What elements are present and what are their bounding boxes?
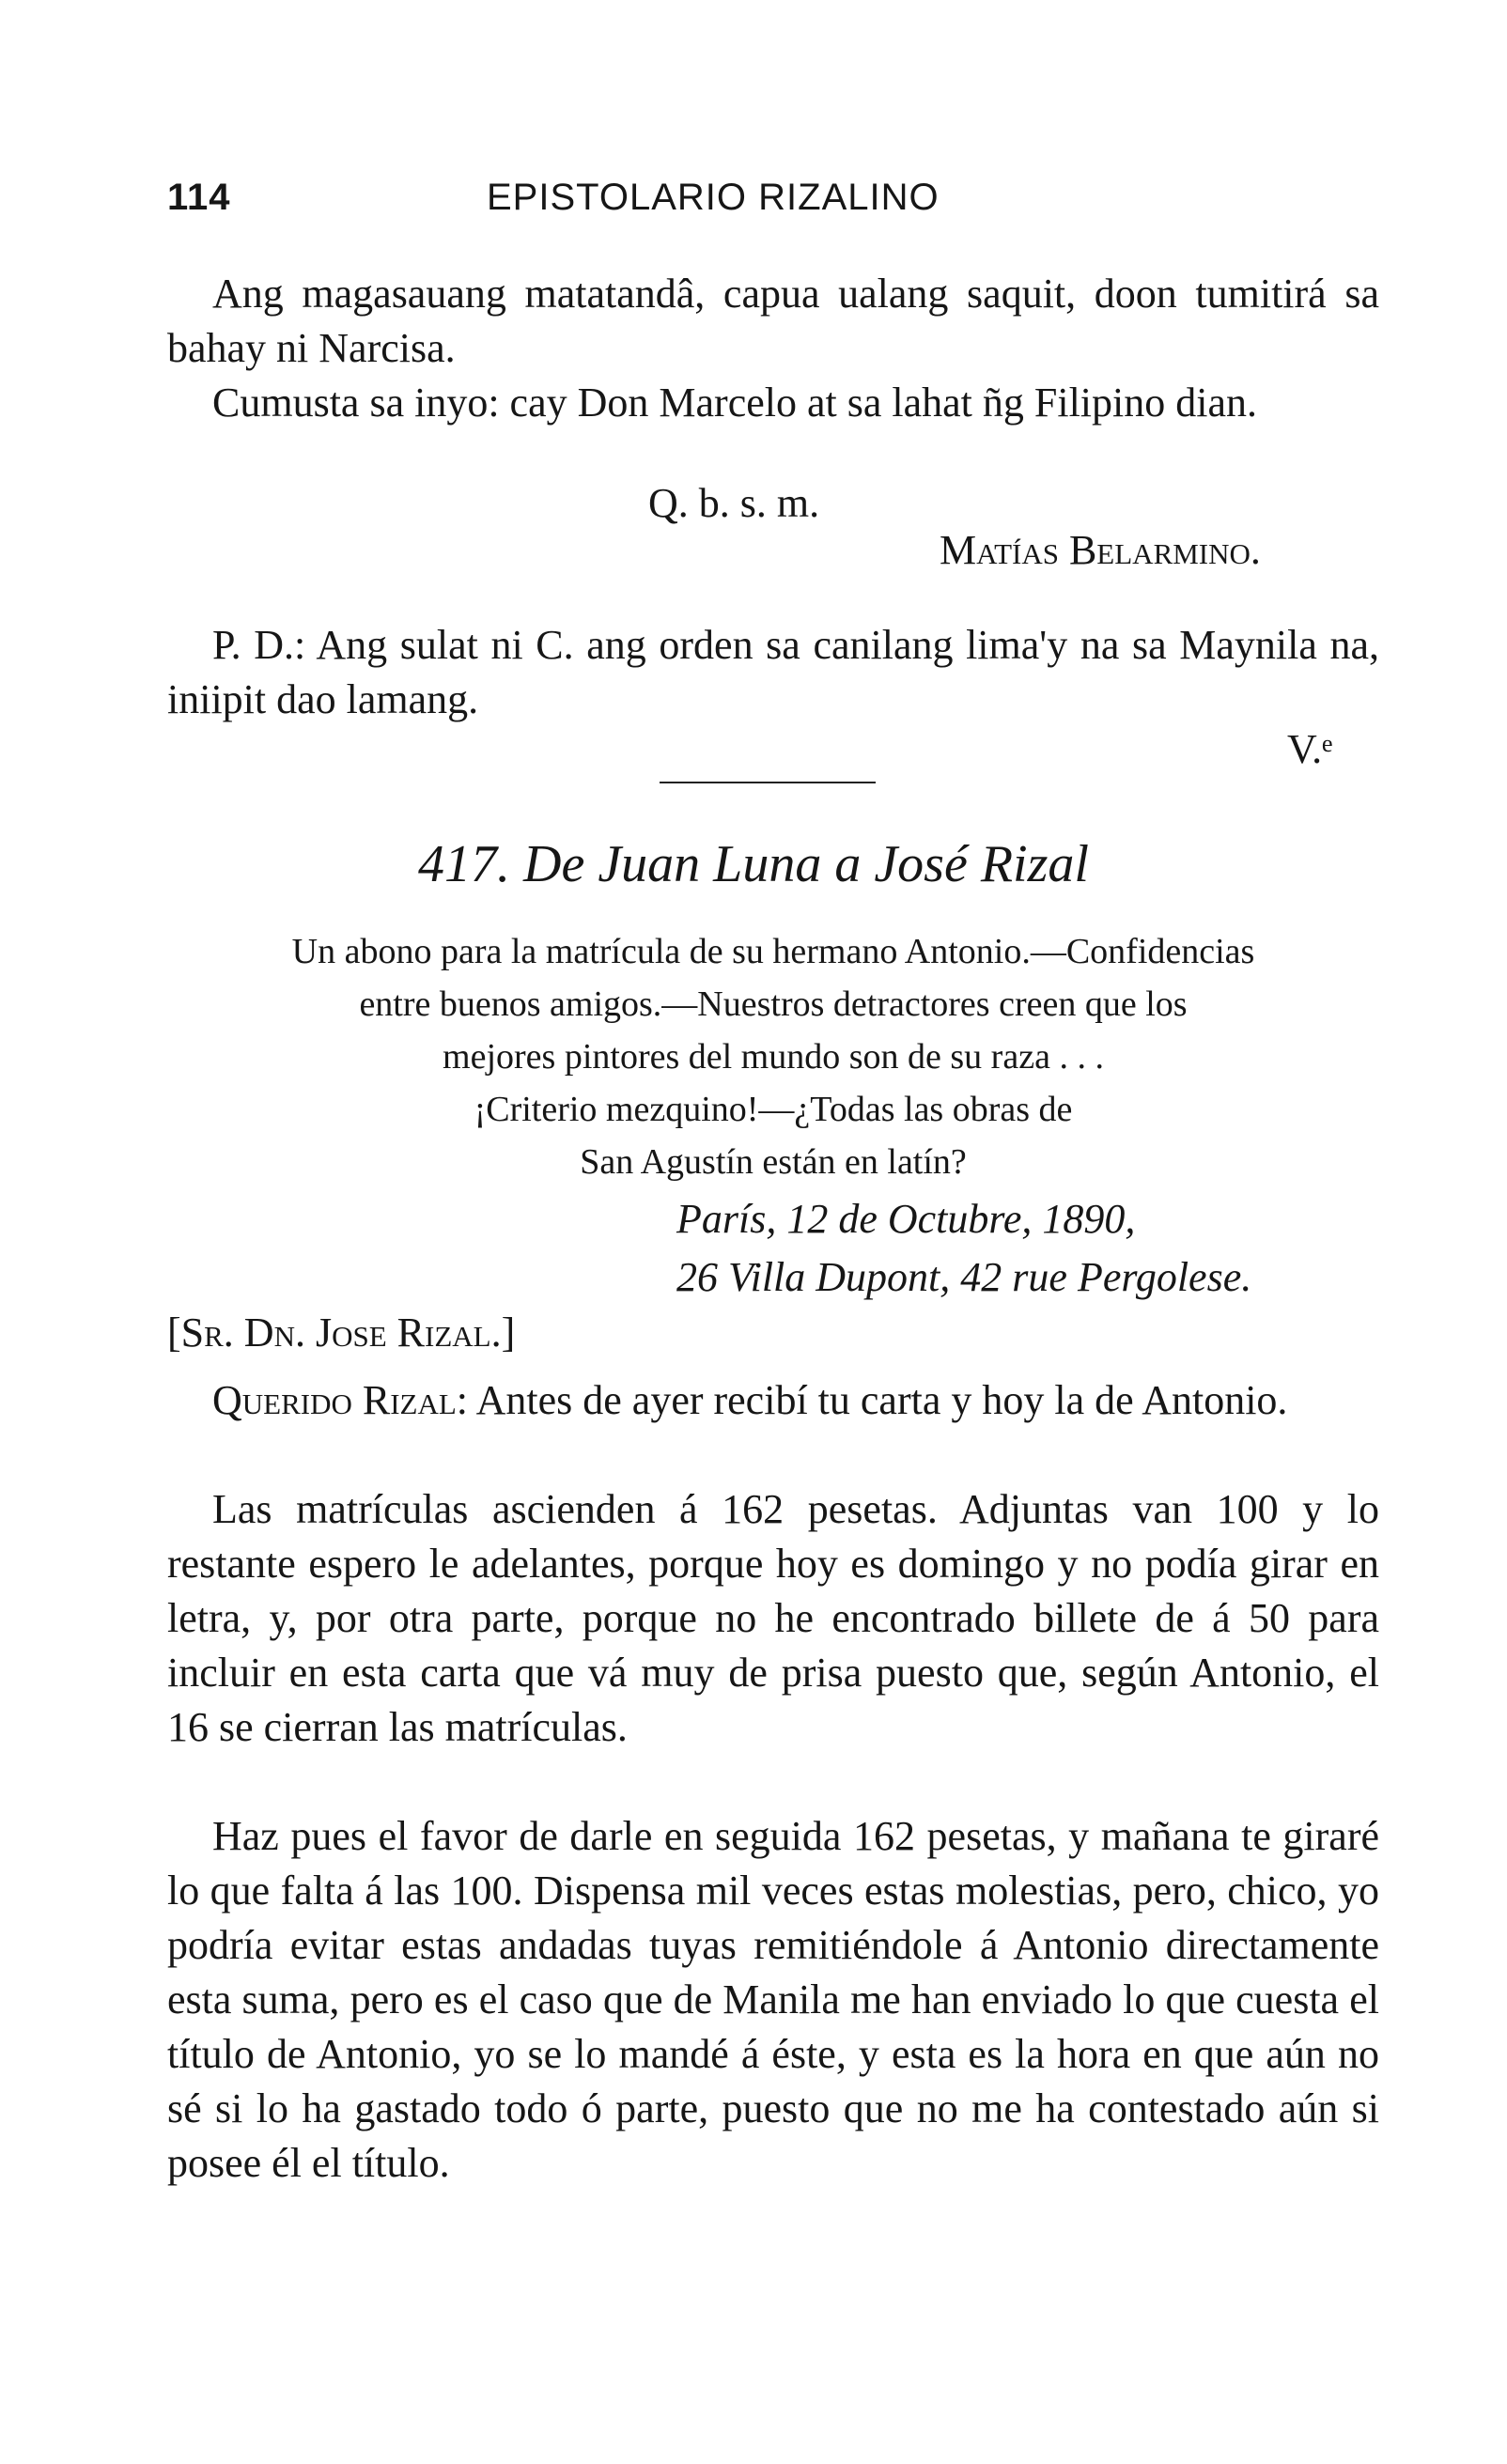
postscript-initial: V.ᵉ (1287, 726, 1333, 772)
section-divider (660, 782, 876, 783)
running-title: EPISTOLARIO RIZALINO (487, 177, 940, 218)
letter-summary (167, 925, 1379, 1188)
postscript: P. D.: Ang sulat ni C. ang orden sa canilang lima'y na sa Maynila na, iniipit dao lamang. (167, 622, 1379, 722)
prior-letter-paragraph-1: Ang magasauang matatandâ, capua ualang saquit, doon tumitirá sa bahay ni Narcisa. (167, 271, 1379, 371)
closing-formula: Q. b. s. m. (648, 480, 820, 526)
place-date: París, 12 de Octubre, 1890, (676, 1196, 1136, 1242)
summary-line: entre buenos amigos.—Nuestros detractores creen que los (359, 984, 1188, 1024)
letter-paragraph-2: Las matrículas ascienden á 162 pesetas. Adjuntas van 100 y lo restante espero le adelantes, porque hoy es domingo y no podía girar en letra, y, por otra parte, porque no he encontrado billete de á 50 para incluir en esta carta que vá muy de prisa puesto que, según Antonio, el 16 se cierran las matrículas. (167, 1486, 1379, 1750)
address: 26 Villa Dupont, 42 rue Pergolese. (676, 1254, 1252, 1300)
letter-heading: 417. De Juan Luna a José Rizal (418, 835, 1089, 893)
summary-line: Un abono para la matrícula de su hermano Antonio.—Confidencias (291, 932, 1255, 971)
page-number: 114 (167, 177, 231, 218)
summary-line: mejores pintores del mundo son de su raza . . . (443, 1037, 1104, 1077)
signature: Matías Belarmino. (940, 527, 1261, 573)
paragraph-1-text: Antes de ayer recibí tu carta y hoy la de Antonio. (475, 1377, 1288, 1423)
summary-line: San Agustín están en latín? (580, 1142, 967, 1182)
prior-letter-paragraph-2: Cumusta sa inyo: cay Don Marcelo at sa lahat ñg Filipino dian. (212, 380, 1258, 426)
letter-paragraph-3: Haz pues el favor de darle en seguida 162 pesetas, y mañana te giraré lo que falta á las 100. Dispensa mil veces estas molestias, pero, chico, yo podría evitar estas andadas tuyas remitiéndole á Antonio directamente esta suma, pero es el caso que de Manila me han enviado lo que cuesta el título de Antonio, yo se lo mandé á éste, y esta es la hora en que aún no sé si lo ha gastado todo ó parte, puesto que no me ha contestado aún si posee él el título. (167, 1813, 1379, 2186)
summary-line: ¡Criterio mezquino!—¿Todas las obras de (474, 1090, 1073, 1129)
salutation: Querido Rizal: (212, 1377, 469, 1423)
recipient: [Sr. Dn. Jose Rizal.] (167, 1309, 516, 1356)
letter-paragraph-1 (167, 1373, 1379, 1428)
